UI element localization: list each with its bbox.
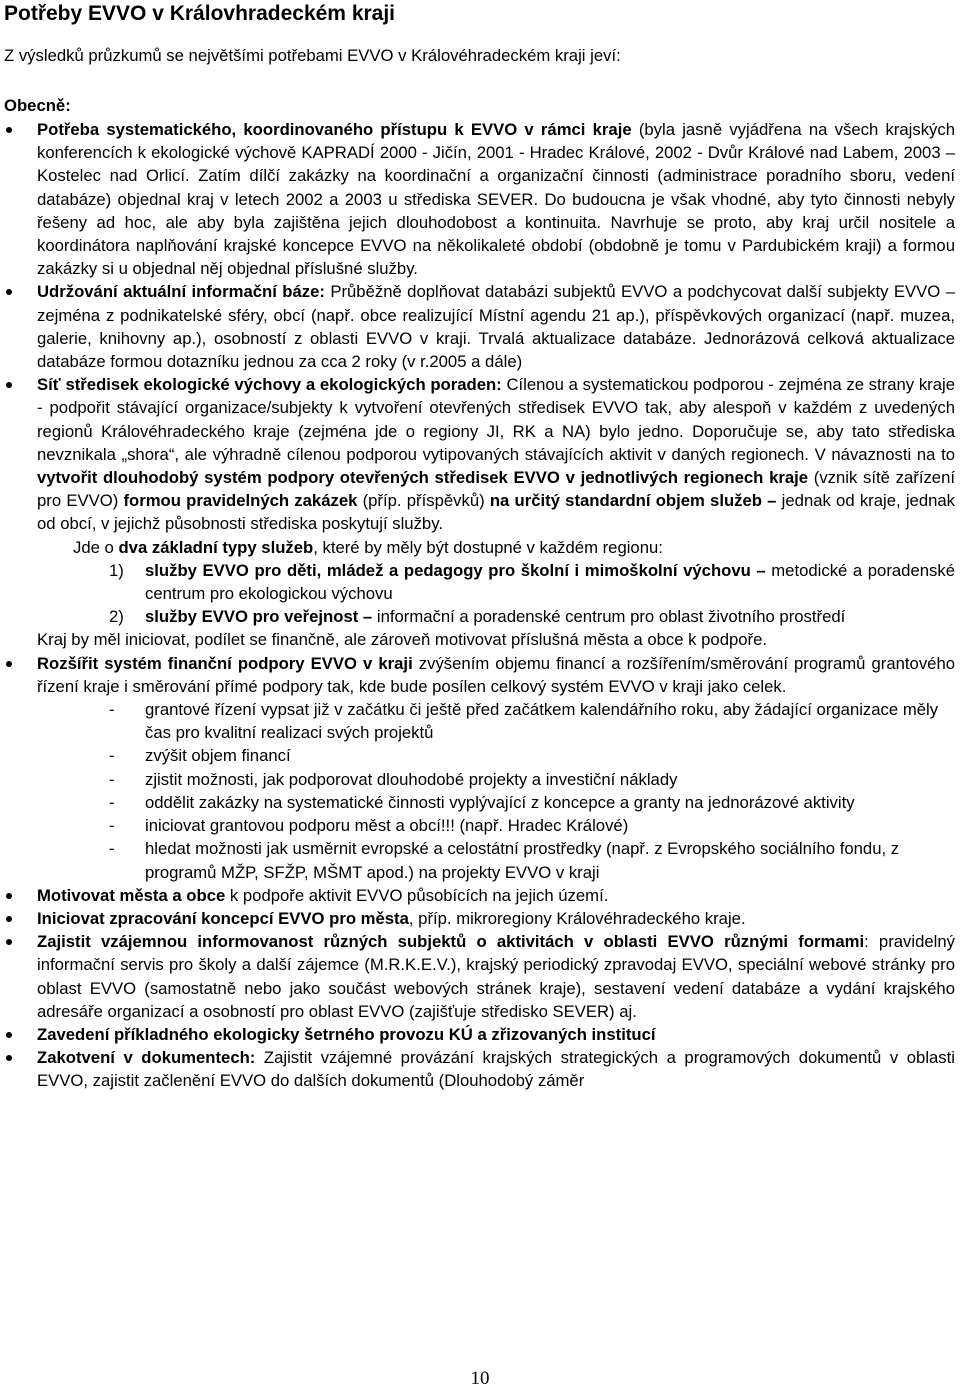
item-heading: Motivovat města a obce (37, 885, 226, 905)
list-item (0, 1046, 955, 1092)
item-text: (příp. příspěvků) (357, 491, 490, 511)
item-text: , příp. mikroregiony Královéhradeckého kraje. (408, 908, 746, 928)
dash-item: - zvýšit objem financí (109, 746, 291, 766)
dash-item: - zjistit možnosti, jak podporovat dlouhodobé projekty a investiční náklady (109, 769, 678, 789)
intro-text: Z výsledků průzkumů se největšími potřebami EVVO v Královéhradeckém kraji jeví: (4, 46, 621, 65)
item-heading: Zavedení příkladného ekologicky šetrného provozu KÚ a zřizovaných institucí (37, 1024, 656, 1044)
item-heading: Iniciovat zpracování koncepcí EVVO pro města (37, 908, 409, 928)
funding-measures-list (37, 698, 955, 884)
list-item (0, 118, 955, 280)
dash-item: - hledat možnosti jak usměrnit evropské a celostátní prostředky (např. z Evropského sociálního fondu, z programů MŽP, SFŽP, MŠMT apod.) na projekty EVVO v kraji (109, 839, 900, 882)
section-label: Obecně: (4, 96, 71, 115)
item-heading: Zajistit vzájemnou informovanost různých subjektů o aktivitách v oblasti EVVO různými formami (37, 932, 865, 952)
list-item (0, 373, 955, 651)
bullet-icon (6, 382, 12, 388)
item-emphasis: vytvořit dlouhodobý systém podpory otevřených středisek EVVO v jednotlivých regionech kraje (37, 468, 809, 488)
item-text: Cílenou a systematickou podporou - zejména ze strany kraje - podpořit stávající organizace/subjekty k vytvoření otevřených středisek EVVO tak, aby alespoň v každém z uvedených regionů Královéhradeckého kraje (zejména jde o regiony JI, RK a NA) bylo jedno. Doporučuje se, aby tato střediska nevznikala „shora“, ale výhradně cílenou podporou vytipovaných stávajících aktivit v daných regionech. V návaznosti na to (37, 375, 956, 464)
item-text: k podpoře aktivit EVVO působících na jejich území. (225, 885, 609, 905)
item-emphasis: formou pravidelných zakázek (123, 491, 358, 511)
dash-item: - grantové řízení vypsat již v začátku či ještě před začátkem kalendářního roku, aby žádající organizace měly čas pro kvalitní realizaci svých projektů (109, 700, 939, 743)
bullet-icon (6, 289, 12, 295)
list-item (0, 652, 955, 884)
service-types-intro: Jde o dva základní typy služeb, které by měly být dostupné v každém regionu: (73, 537, 663, 557)
service-type-item: 2) služby EVVO pro veřejnost – informační a poradenské centrum pro oblast životního prostředí (109, 607, 846, 627)
list-item (0, 280, 955, 373)
bullet-icon (6, 127, 12, 133)
dash-item: - oddělit zakázky na systematické činnosti vyplývající z koncepce a granty na jednorázové aktivity (109, 792, 855, 812)
bullet-icon (6, 893, 12, 899)
item-text: (byla jasně vyjádřena na všech krajských konferencích k ekologické výchově KAPRADÍ 2000 - Jičín, 2001 - Hradec Králové, 2002 - Dvůr Králové nad Labem, 2003 – Kostelec nad Orlicí. Zatím dílčí zakázky na koordinační a organizační činnosti (administrace poradního sboru, vedení databáze) objednal kraj v letech 2002 a 2003 u střediska SEVER. Do budoucna je však vhodné, aby tyto činnosti nebyly řešeny ad hoc, ale aby byla zajištěna jejich dlouhodobost a kontinuita. Navrhuje se proto, aby kraj určil nositele a koordinátora naplňování krajské koncepce EVVO na několikaleté období (obdobně je tomu v Pardubickém kraji) a formou zakázky si u objednal něj objednal příslušné služby. (37, 120, 956, 279)
item-text: zvýšením objemu financí a rozšířením/směrování programů grantového řízení kraje i směrování přímé podpory tak, kde bude posílen celkový systém EVVO v kraji jako celek. (37, 653, 955, 696)
bullet-icon (6, 661, 12, 667)
dash-item: - iniciovat grantovou podporu měst a obcí!!! (např. Hradec Králové) (109, 816, 629, 836)
item-text: Zajistit vzájemné provázání krajských strategických a programových dokumentů v oblasti EVVO, zajistit začlenění EVVO do dalších dokumentů (Dlouhodobý záměr (37, 1048, 955, 1091)
item-text: jednak od kraje, jednak od obcí, v jejichž působnosti střediska poskytují služby. (37, 491, 956, 534)
page-title: Potřeby EVVO v Královhradeckém kraji (4, 2, 396, 25)
item-heading: Rozšířit systém finanční podpory EVVO v kraji (37, 653, 413, 673)
bullet-icon (6, 916, 12, 922)
list-item (0, 1023, 955, 1046)
item-heading: Potřeba systematického, koordinovaného přístupu k EVVO v rámci kraje (37, 120, 632, 139)
item-closing: Kraj by měl iniciovat, podílet se finančně, ale zároveň motivovat příslušná města a obce k podpoře. (37, 630, 768, 650)
item-heading: Udržování aktuální informační báze: (37, 282, 325, 302)
service-types-list (37, 559, 955, 629)
list-item (0, 884, 955, 907)
item-emphasis: na určitý standardní objem služeb – (489, 491, 777, 511)
page-number: 10 (470, 1368, 490, 1389)
item-text: Průběžně doplňovat databázi subjektů EVVO a podchycovat další subjekty EVVO – zejména z podnikatelské sféry, obcí (např. obce realizující Místní agendu 21 ap.), příspěvkových organizací (např. muzea, galerie, knihovny ap.), osobností z oblasti EVVO v kraji. Trvalá aktualizace databáze. Jednorázová celková aktualizace databáze formou dotazníku jednou za cca 2 roky (v r.2005 a dále) (37, 282, 955, 372)
bullet-icon (6, 1032, 12, 1038)
bullet-icon (6, 1055, 12, 1061)
service-type-item: 1) služby EVVO pro děti, mládež a pedagogy pro školní i mimoškolní výchovu – metodické a poradenské centrum pro ekologickou výchovu (109, 560, 955, 604)
item-text: (vznik sítě zařízení pro EVVO) (37, 468, 955, 511)
bullet-icon (6, 939, 12, 945)
item-heading: Síť středisek ekologické výchovy a ekologických poraden: (37, 375, 502, 395)
list-item (0, 907, 955, 930)
list-item (0, 930, 955, 1023)
needs-list (0, 118, 955, 1093)
item-text: : pravidelný informační servis pro školy a další zájemce (M.R.K.E.V.), krajský periodický zpravodaj EVVO, speciální webové stránky pro oblast EVVO (samostatně nebo jako součást webových stránek kraje), sestavení vedení databáze a vydání krajského adresáře organizací a osobností pro oblast EVVO (zajišťuje středisko SEVER) aj. (37, 932, 955, 1021)
item-heading: Zakotvení v dokumentech: (37, 1048, 256, 1068)
